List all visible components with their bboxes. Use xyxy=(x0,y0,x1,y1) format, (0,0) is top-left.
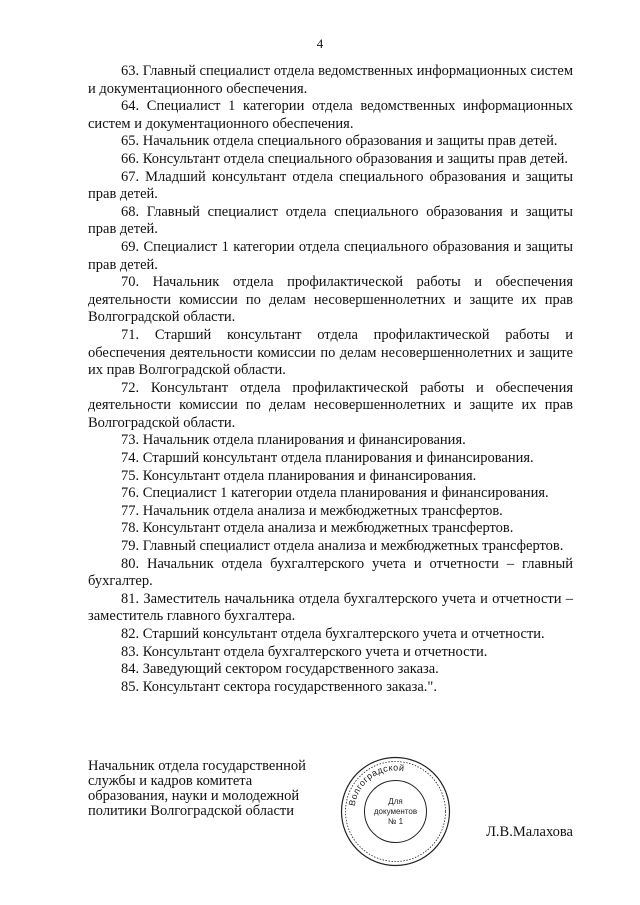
list-item: 73. Начальник отдела планирования и финансирования. xyxy=(121,432,466,449)
page-number: 4 xyxy=(316,36,324,51)
signatory-position-line: образования, науки и молодежной xyxy=(88,788,300,804)
signatory-position-line: политики Волгоградской области xyxy=(88,803,295,819)
list-item: 63. Главный специалист отдела ведомственных информационных систем и документационного обеспечения. xyxy=(88,63,573,97)
position-list xyxy=(88,63,573,696)
list-item: 79. Главный специалист отдела анализа и межбюджетных трансфертов. xyxy=(121,538,564,555)
list-item: 69. Специалист 1 категории отдела специального образования и защиты прав детей. xyxy=(88,238,573,273)
official-stamp xyxy=(338,754,453,869)
list-item: 81. Заместитель начальника отдела бухгалтерского учета и отчетности – заместитель главного бухгалтера. xyxy=(88,590,573,625)
stamp-center-line: документов xyxy=(373,807,418,816)
list-item: 66. Консультант отдела специального образования и защиты прав детей. xyxy=(121,150,569,167)
list-item: 80. Начальник отдела бухгалтерского учета и отчетности – главный бухгалтер. xyxy=(88,555,573,590)
list-item: 71. Старший консультант отдела профилактической работы и обеспечения деятельности комиссии по делам несовершеннолетних и защите их прав Волгоградской области. xyxy=(88,326,573,379)
signatory-name: Л.В.Малахова xyxy=(486,824,573,840)
list-item: 77. Начальник отдела анализа и межбюджетных трансфертов. xyxy=(121,502,503,519)
list-item: 70. Начальник отдела профилактической работы и обеспечения деятельности комиссии по делам несовершеннолетних и защите их прав Волгоградской области. xyxy=(88,274,573,326)
list-item: 67. Младший консультант отдела специального образования и защиты прав детей. xyxy=(88,168,573,203)
list-item: 78. Консультант отдела анализа и межбюджетных трансфертов. xyxy=(121,520,514,537)
list-item: 84. Заведующий сектором государственного заказа. xyxy=(121,661,439,678)
list-item: 64. Специалист 1 категории отдела ведомственных информационных систем и документационного обеспечения. xyxy=(88,98,573,132)
list-item: 68. Главный специалист отдела специального образования и защиты прав детей. xyxy=(88,203,573,238)
signature-block xyxy=(88,759,573,869)
list-item: 85. Консультант сектора государственного заказа.". xyxy=(121,678,437,695)
list-item: 65. Начальник отдела специального образования и защиты прав детей. xyxy=(121,133,558,150)
list-item: 72. Консультант отдела профилактической работы и обеспечения деятельности комиссии по делам несовершеннолетних и защите их прав Волгоградской области. xyxy=(88,379,573,431)
stamp-center-line: № 1 xyxy=(387,817,404,826)
list-item: 75. Консультант отдела планирования и финансирования. xyxy=(121,467,477,484)
signatory-position-line: службы и кадров комитета xyxy=(88,773,253,789)
list-item: 74. Старший консультант отдела планирования и финансирования. xyxy=(121,450,534,467)
stamp-ring-text: Волгоградской xyxy=(346,762,406,807)
signatory-position-line: Начальник отдела государственной xyxy=(88,758,306,774)
list-item: 76. Специалист 1 категории отдела планирования и финансирования. xyxy=(121,485,549,502)
list-item: 83. Консультант отдела бухгалтерского учета и отчетности. xyxy=(121,643,488,660)
list-item: 82. Старший консультант отдела бухгалтерского учета и отчетности. xyxy=(121,626,545,642)
stamp-center-line: Для xyxy=(388,797,403,806)
signatory-position xyxy=(88,759,333,819)
